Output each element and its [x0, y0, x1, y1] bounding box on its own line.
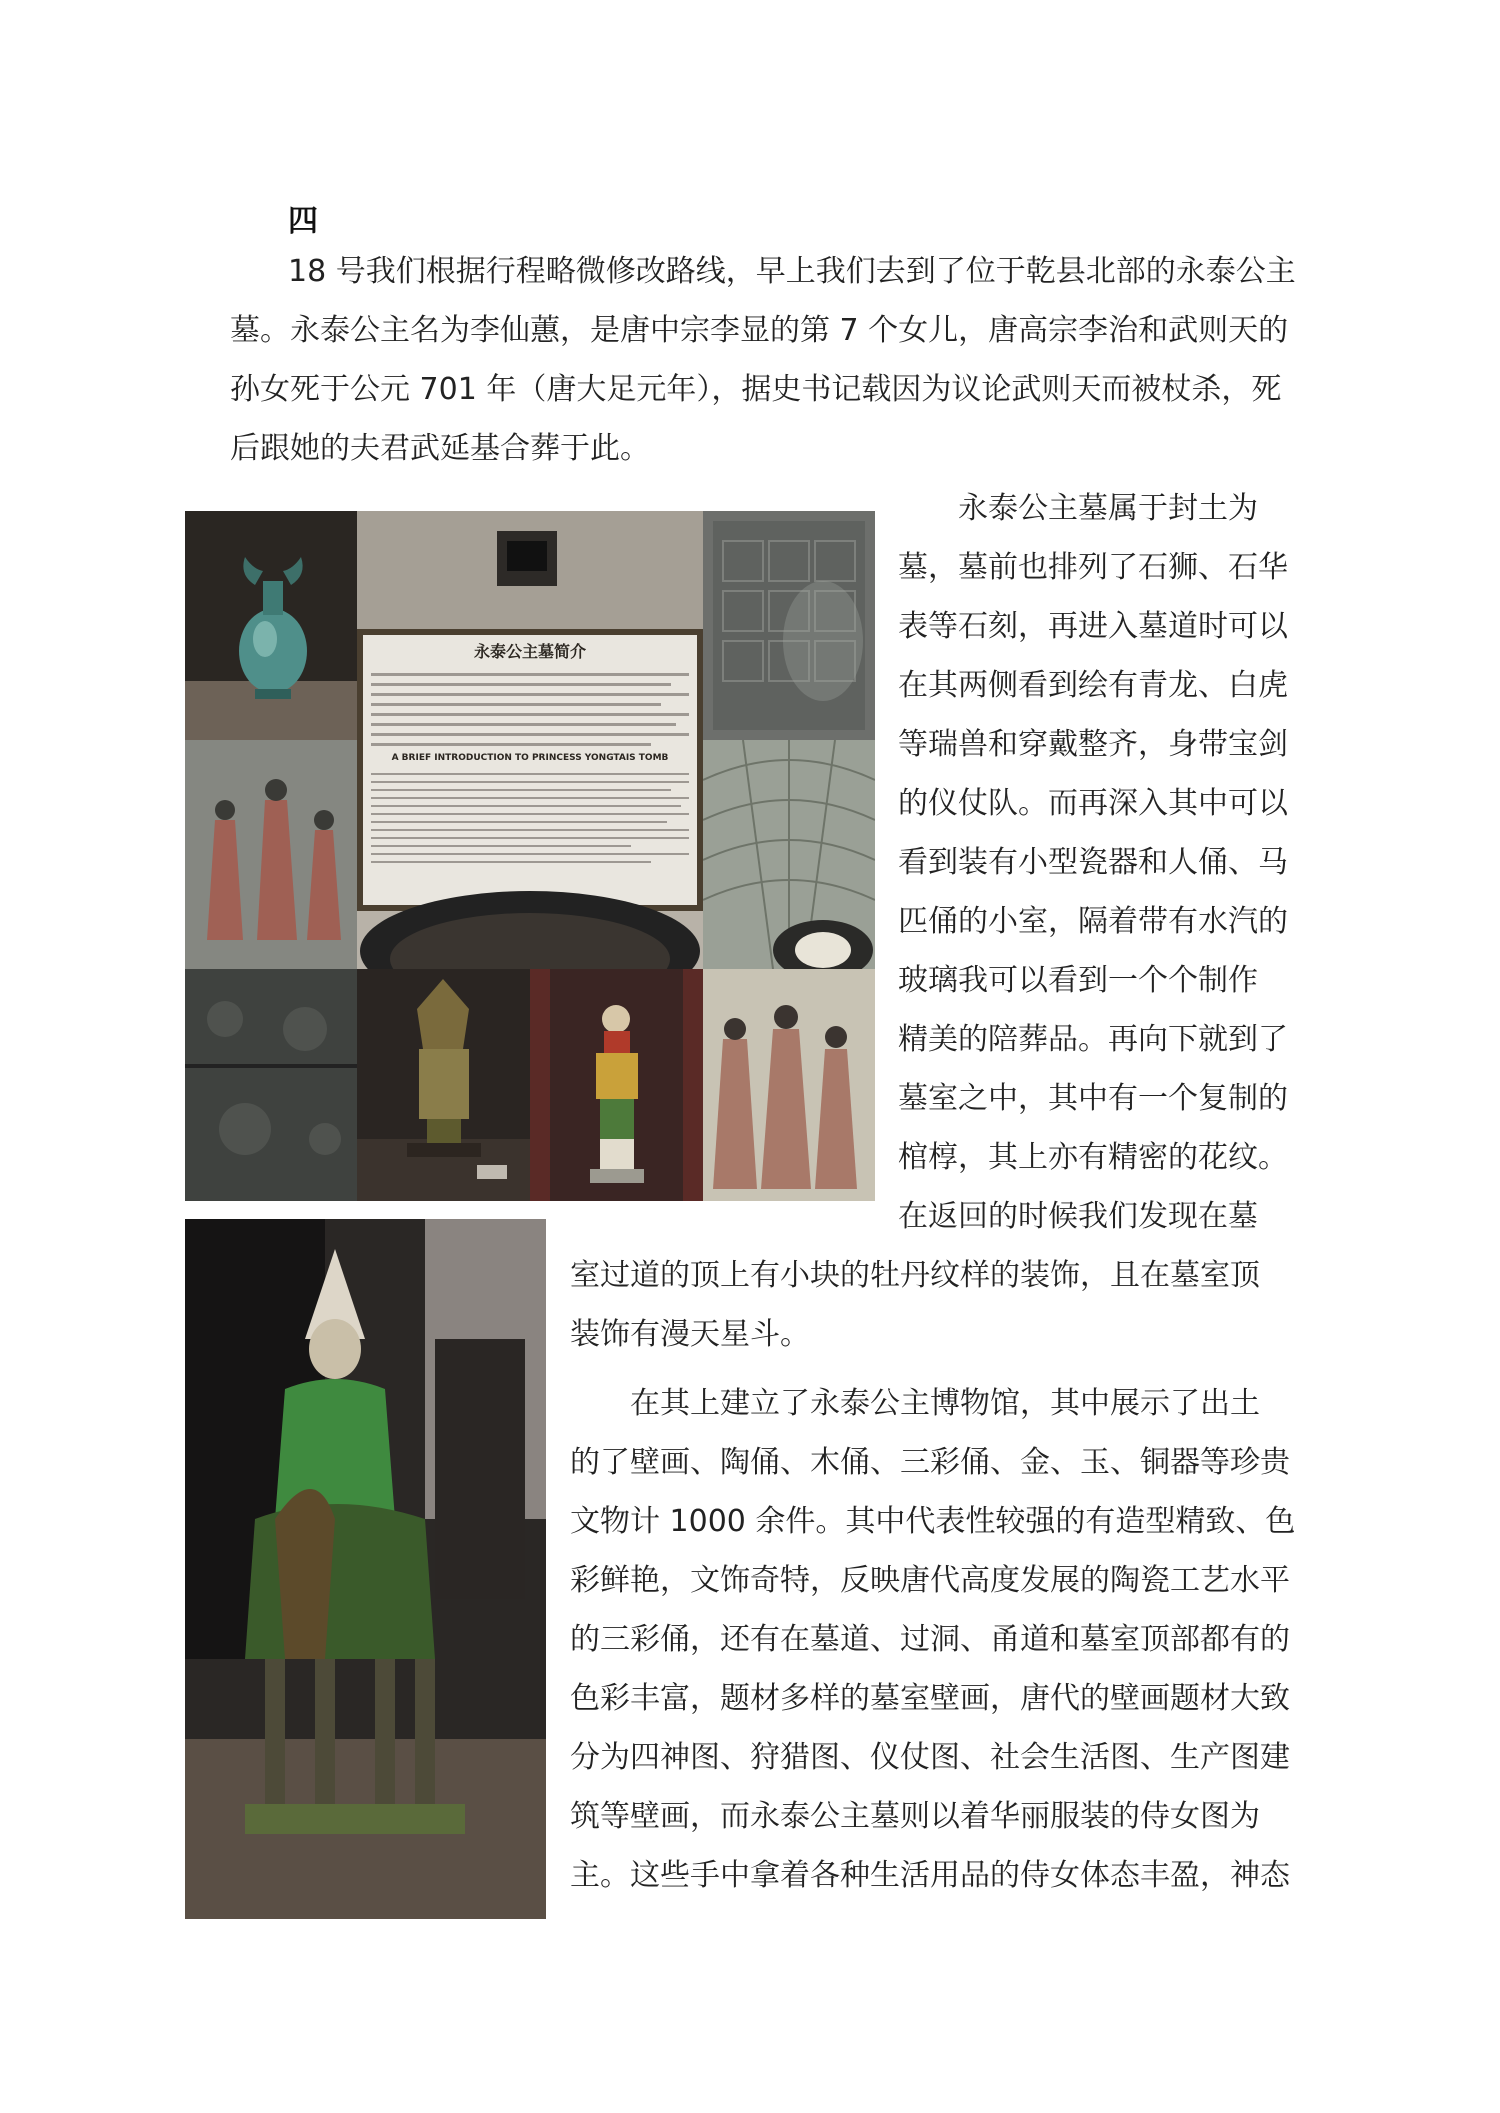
sancai-horse-rider-photo: [185, 1219, 546, 1919]
paragraph-line: 后跟她的夫君武延基合葬于此。: [230, 431, 650, 466]
paragraph-line: 墓。永泰公主名为李仙蕙，是唐中宗李显的第 7 个女儿，唐高宗李治和武则天的: [230, 313, 1289, 348]
paragraph-line: 的仪仗队。而再深入其中可以: [898, 786, 1288, 821]
paragraph-line: 等瑞兽和穿戴整齐，身带宝剑: [898, 727, 1288, 762]
sign-title-en: A BRIEF INTRODUCTION TO PRINCESS YONGTAIS TOMB: [391, 753, 669, 763]
paragraph-line: 分为四神图、狩猎图、仪仗图、社会生活图、生产图建: [570, 1740, 1290, 1775]
paragraph-line: 墓室之中，其中有一个复制的: [898, 1081, 1288, 1116]
paragraph-line: 玻璃我可以看到一个个制作: [898, 963, 1258, 998]
paragraph-line: 墓，墓前也排列了石狮、石华: [898, 550, 1288, 585]
mural-photo: [185, 740, 357, 969]
photo-collage: [185, 511, 875, 1201]
paragraph-line: 棺椁，其上亦有精密的花纹。: [898, 1140, 1288, 1175]
tomb-introduction-sign-photo: [357, 511, 703, 969]
paragraph-line: 18 号我们根据行程略微修改路线，早上我们去到了位于乾县北部的永泰公主: [288, 254, 1296, 289]
paragraph-line: 永泰公主墓属于封土为: [958, 491, 1258, 526]
paragraph-line: 看到装有小型瓷器和人俑、马: [898, 845, 1288, 880]
paragraph-line: 在其两侧看到绘有青龙、白虎: [898, 668, 1288, 703]
paragraph-line: 文物计 1000 余件。其中代表性较强的有造型精致、色: [570, 1504, 1296, 1539]
sign-title-cn: 永泰公主墓简介: [473, 642, 586, 661]
paragraph-line: 装饰有漫天星斗。: [570, 1317, 810, 1352]
paragraph-line: 彩鲜艳，文饰奇特，反映唐代高度发展的陶瓷工艺水平: [570, 1563, 1290, 1598]
tomb-corridor-photo: [703, 740, 875, 969]
tomb-guardian-figure-photo: [357, 969, 530, 1201]
paragraph-line: 的三彩俑，还有在墓道、过洞、甬道和墓室顶部都有的: [570, 1622, 1290, 1657]
sancai-warrior-figure-photo: [530, 969, 703, 1201]
court-ladies-mural-photo: [703, 969, 875, 1201]
carved-stone-photo: [185, 969, 357, 1201]
paragraph-line: 色彩丰富，题材多样的墓室壁画，唐代的壁画题材大致: [570, 1681, 1290, 1716]
paragraph-line: 主。这些手中拿着各种生活用品的侍女体态丰盈，神态: [570, 1858, 1290, 1893]
section-heading: 四: [288, 204, 318, 239]
paragraph-line: 室过道的顶上有小块的牡丹纹样的装饰，且在墓室顶: [570, 1258, 1260, 1293]
paragraph-line: 匹俑的小室，隔着带有水汽的: [898, 904, 1288, 939]
paragraph-line: 在返回的时候我们发现在墓: [898, 1199, 1258, 1234]
paragraph-line: 的了壁画、陶俑、木俑、三彩俑、金、玉、铜器等珍贵: [570, 1445, 1290, 1480]
celadon-vase-photo: [185, 511, 357, 740]
paragraph-line: 在其上建立了永泰公主博物馆，其中展示了出土: [630, 1386, 1260, 1421]
paragraph-line: 精美的陪葬品。再向下就到了: [898, 1022, 1288, 1057]
paragraph-line: 表等石刻，再进入墓道时可以: [898, 609, 1288, 644]
paragraph-line: 筑等壁画，而永泰公主墓则以着华丽服装的侍女图为: [570, 1799, 1260, 1834]
paragraph-line: 孙女死于公元 701 年（唐大足元年），据史书记载因为议论武则天而被杖杀，死: [230, 372, 1282, 407]
stone-inscription-photo: [703, 511, 875, 740]
